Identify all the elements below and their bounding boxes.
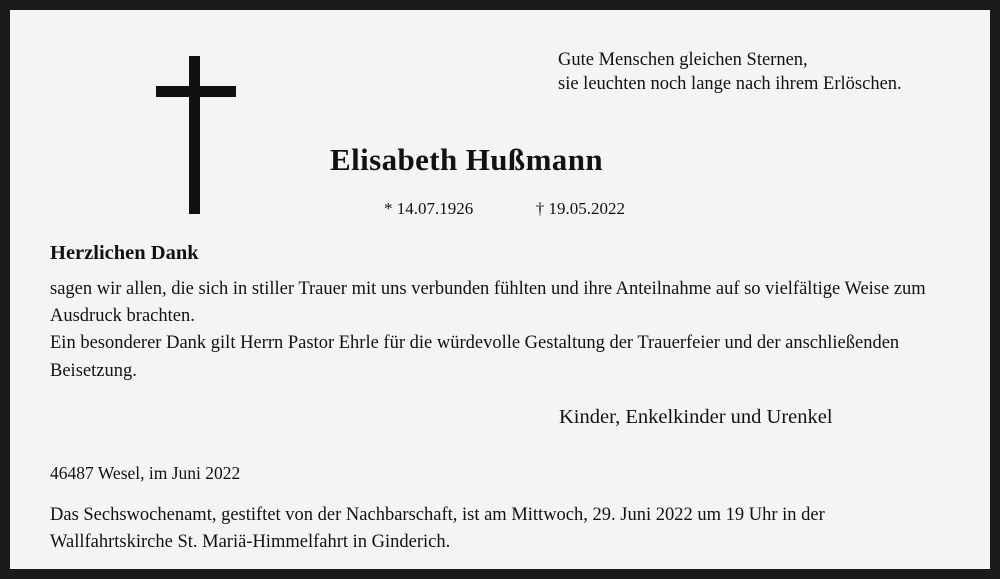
thanks-heading: Herzlichen Dank	[50, 242, 199, 264]
thanks-paragraph-2: Ein besonderer Dank gilt Herrn Pastor Ehrle für die würdevolle Gestaltung der Trauerfeier und der anschließenden Beisetzung.	[50, 333, 900, 381]
memorial-quote	[558, 48, 902, 97]
cross-horizontal-bar	[156, 86, 236, 97]
death-date: † 19.05.2022	[535, 199, 625, 218]
cross-vertical-bar	[189, 56, 200, 214]
life-dates	[384, 199, 625, 219]
deceased-name: Elisabeth Hußmann	[330, 142, 603, 177]
memorial-quote-line-2: sie leuchten noch lange nach ihrem Erlöschen.	[558, 74, 902, 95]
memorial-quote-line-1: Gute Menschen gleichen Sternen,	[558, 50, 808, 70]
thanks-paragraph-1: sagen wir allen, die sich in stiller Trauer mit uns verbunden fühlten und ihre Anteilnahme auf so vielfältige Weise zum Ausdruck brachten.	[50, 279, 926, 327]
family-signature: Kinder, Enkelkinder und Urenkel	[559, 406, 833, 428]
place-and-date: 46487 Wesel, im Juni 2022	[50, 463, 241, 483]
memorial-service-note: Das Sechswochenamt, gestiftet von der Nachbarschaft, ist am Mittwoch, 29. Juni 2022 um 19 Uhr in der Wallfahrtskirche St. Mariä-Himmelfahrt in Ginderich.	[50, 505, 825, 553]
obituary-card	[10, 10, 990, 569]
thanks-body	[50, 276, 960, 385]
birth-date: * 14.07.1926	[384, 199, 474, 218]
christian-cross-icon	[156, 56, 236, 216]
